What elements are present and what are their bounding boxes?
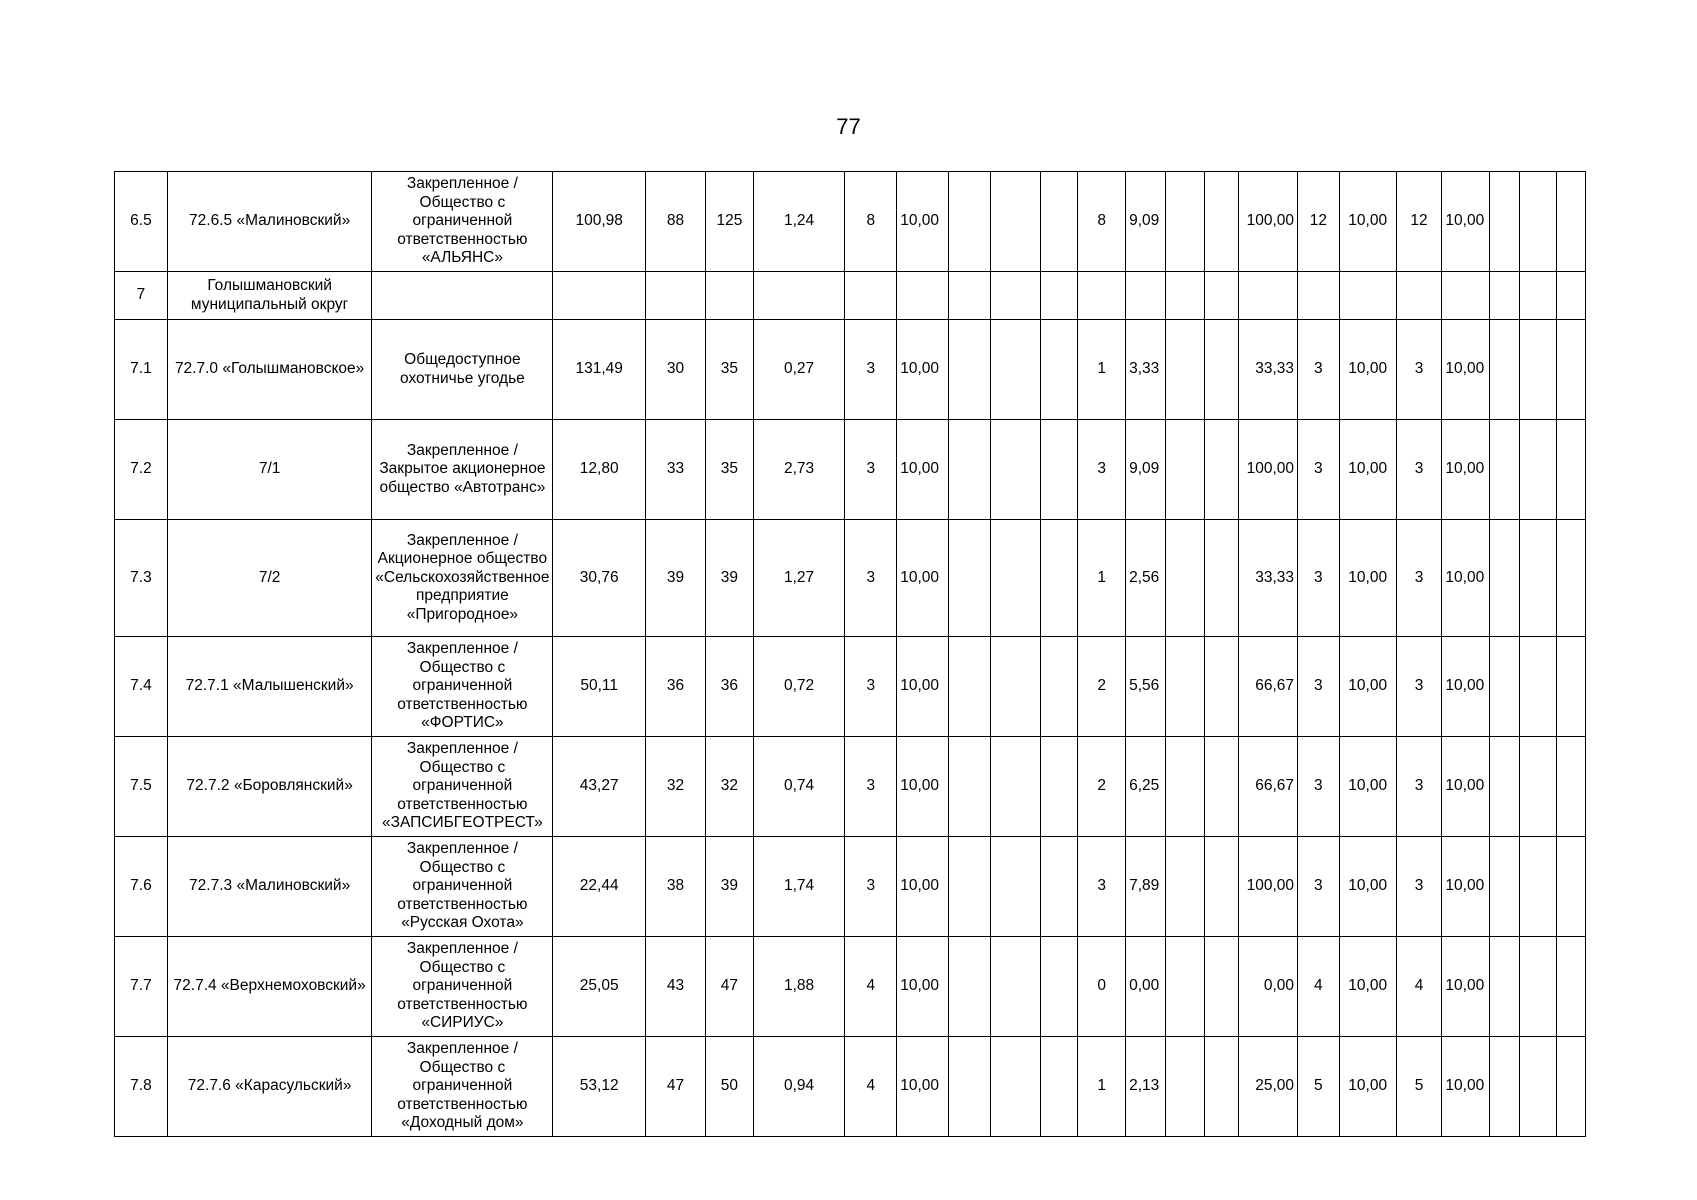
limit-percent: 10,00 (1442, 837, 1490, 937)
col-12 (1040, 420, 1078, 520)
harvest-count: 1 (1078, 320, 1126, 420)
col-22 (1490, 320, 1520, 420)
col-23 (1519, 520, 1557, 637)
limit-count: 3 (1396, 737, 1442, 837)
col-12 (1040, 737, 1078, 837)
ground-category-owner: Закрепленное / Общество с ограниченной ответственностью «СИРИУС» (372, 937, 553, 1037)
table-row (115, 320, 1586, 420)
row-number: 7.6 (115, 837, 168, 937)
ground-category-owner: Закрепленное / Закрытое акционерное общество «Автотранс» (372, 420, 553, 520)
col-22 (1490, 637, 1520, 737)
col-16 (1205, 937, 1239, 1037)
quota: 4 (845, 937, 897, 1037)
hunting-ground-name: 7/2 (167, 520, 371, 637)
harvest-share: 33,33 (1239, 520, 1298, 637)
col-22 (1490, 837, 1520, 937)
table-row (115, 837, 1586, 937)
plan-count: 3 (1298, 737, 1340, 837)
count-a: 47 (645, 1037, 705, 1137)
ground-category-owner: Общедоступное охотничье угодье (372, 320, 553, 420)
quota-percent: 10,00 (897, 420, 949, 520)
plan-percent: 10,00 (1339, 1037, 1396, 1137)
area: 22,44 (553, 837, 646, 937)
col-10 (949, 420, 991, 520)
col-22 (1490, 937, 1520, 1037)
count-a: 39 (645, 520, 705, 637)
col-11 (990, 837, 1040, 937)
plan-percent: 10,00 (1339, 172, 1396, 272)
col-24 (1557, 837, 1586, 937)
col-12 (1040, 637, 1078, 737)
limit-percent: 10,00 (1442, 172, 1490, 272)
ground-category-owner: Закрепленное / Общество с ограниченной ответственностью «Доходный дом» (372, 1037, 553, 1137)
col-11 (990, 272, 1040, 320)
harvest-percent: 9,09 (1126, 420, 1166, 520)
limit-percent: 10,00 (1442, 420, 1490, 520)
plan-count: 3 (1298, 420, 1340, 520)
limit-count: 3 (1396, 520, 1442, 637)
col-10 (949, 320, 991, 420)
harvest-count: 1 (1078, 520, 1126, 637)
ground-category-owner: Закрепленное / Общество с ограниченной ответственностью «Русская Охота» (372, 837, 553, 937)
row-number: 7.7 (115, 937, 168, 1037)
table-row (115, 937, 1586, 1037)
col-11 (990, 637, 1040, 737)
count-a: 38 (645, 837, 705, 937)
harvest-percent (1126, 272, 1166, 320)
col-24 (1557, 272, 1586, 320)
harvest-percent: 6,25 (1126, 737, 1166, 837)
harvest-share: 33,33 (1239, 320, 1298, 420)
count-b: 39 (706, 520, 754, 637)
area (553, 272, 646, 320)
count-b: 125 (706, 172, 754, 272)
plan-percent: 10,00 (1339, 737, 1396, 837)
area: 53,12 (553, 1037, 646, 1137)
ratio: 1,24 (753, 172, 845, 272)
col-10 (949, 637, 991, 737)
col-24 (1557, 937, 1586, 1037)
table-row (115, 737, 1586, 837)
row-number: 7.2 (115, 420, 168, 520)
limit-percent: 10,00 (1442, 937, 1490, 1037)
hunting-ground-name: 72.7.6 «Карасульский» (167, 1037, 371, 1137)
limit-count: 3 (1396, 837, 1442, 937)
col-23 (1519, 1037, 1557, 1137)
plan-count: 3 (1298, 520, 1340, 637)
harvest-count: 0 (1078, 937, 1126, 1037)
hunting-ground-name: 72.7.1 «Малышенский» (167, 637, 371, 737)
harvest-percent: 3,33 (1126, 320, 1166, 420)
row-number: 7 (115, 272, 168, 320)
ratio: 1,88 (753, 937, 845, 1037)
plan-count: 12 (1298, 172, 1340, 272)
col-23 (1519, 837, 1557, 937)
count-a: 32 (645, 737, 705, 837)
col-11 (990, 1037, 1040, 1137)
col-11 (990, 937, 1040, 1037)
limit-count: 4 (1396, 937, 1442, 1037)
row-number: 6.5 (115, 172, 168, 272)
table-row (115, 272, 1586, 320)
plan-count: 4 (1298, 937, 1340, 1037)
col-12 (1040, 320, 1078, 420)
col-24 (1557, 172, 1586, 272)
harvest-percent: 0,00 (1126, 937, 1166, 1037)
col-11 (990, 320, 1040, 420)
col-22 (1490, 520, 1520, 637)
count-a: 33 (645, 420, 705, 520)
harvest-percent: 7,89 (1126, 837, 1166, 937)
quota-percent (897, 272, 949, 320)
ratio: 1,27 (753, 520, 845, 637)
col-23 (1519, 172, 1557, 272)
table-row (115, 1037, 1586, 1137)
col-12 (1040, 937, 1078, 1037)
quota (845, 272, 897, 320)
limit-percent: 10,00 (1442, 1037, 1490, 1137)
ground-category-owner: Закрепленное / Общество с ограниченной ответственностью «ФОРТИС» (372, 637, 553, 737)
col-12 (1040, 1037, 1078, 1137)
area: 30,76 (553, 520, 646, 637)
limit-count: 12 (1396, 172, 1442, 272)
col-15 (1165, 737, 1205, 837)
col-16 (1205, 837, 1239, 937)
col-24 (1557, 320, 1586, 420)
col-10 (949, 520, 991, 637)
col-24 (1557, 737, 1586, 837)
col-16 (1205, 637, 1239, 737)
col-10 (949, 1037, 991, 1137)
count-b: 50 (706, 1037, 754, 1137)
harvest-share: 100,00 (1239, 837, 1298, 937)
quota: 3 (845, 520, 897, 637)
hunting-ground-name: 72.7.3 «Малиновский» (167, 837, 371, 937)
table-row (115, 520, 1586, 637)
table-row (115, 172, 1586, 272)
count-b: 32 (706, 737, 754, 837)
ground-category-owner (372, 272, 553, 320)
count-b: 47 (706, 937, 754, 1037)
col-16 (1205, 420, 1239, 520)
plan-percent: 10,00 (1339, 520, 1396, 637)
quota-percent: 10,00 (897, 320, 949, 420)
col-22 (1490, 420, 1520, 520)
harvest-count: 2 (1078, 637, 1126, 737)
col-24 (1557, 520, 1586, 637)
area: 100,98 (553, 172, 646, 272)
col-24 (1557, 420, 1586, 520)
plan-percent: 10,00 (1339, 320, 1396, 420)
count-a: 36 (645, 637, 705, 737)
col-12 (1040, 172, 1078, 272)
limit-percent: 10,00 (1442, 737, 1490, 837)
quota-percent: 10,00 (897, 737, 949, 837)
col-24 (1557, 1037, 1586, 1137)
limit-count: 3 (1396, 420, 1442, 520)
ratio: 0,27 (753, 320, 845, 420)
area: 12,80 (553, 420, 646, 520)
plan-percent (1339, 272, 1396, 320)
quota-percent: 10,00 (897, 520, 949, 637)
row-number: 7.5 (115, 737, 168, 837)
col-10 (949, 272, 991, 320)
plan-percent: 10,00 (1339, 837, 1396, 937)
ground-category-owner: Закрепленное / Общество с ограниченной ответственностью «ЗАПСИБГЕОТРЕСТ» (372, 737, 553, 837)
quota: 3 (845, 320, 897, 420)
plan-count (1298, 272, 1340, 320)
hunting-ground-name: 72.7.0 «Голышмановское» (167, 320, 371, 420)
col-16 (1205, 1037, 1239, 1137)
quota-percent: 10,00 (897, 837, 949, 937)
harvest-count (1078, 272, 1126, 320)
row-number: 7.4 (115, 637, 168, 737)
limit-percent: 10,00 (1442, 320, 1490, 420)
col-16 (1205, 172, 1239, 272)
col-16 (1205, 272, 1239, 320)
harvest-percent: 5,56 (1126, 637, 1166, 737)
col-23 (1519, 737, 1557, 837)
harvest-count: 3 (1078, 420, 1126, 520)
limit-percent: 10,00 (1442, 637, 1490, 737)
col-11 (990, 420, 1040, 520)
plan-count: 3 (1298, 837, 1340, 937)
limit-count: 5 (1396, 1037, 1442, 1137)
plan-count: 3 (1298, 320, 1340, 420)
hunting-ground-name: Голышмановский муниципальный округ (167, 272, 371, 320)
ratio: 2,73 (753, 420, 845, 520)
harvest-percent: 2,56 (1126, 520, 1166, 637)
plan-percent: 10,00 (1339, 637, 1396, 737)
col-12 (1040, 837, 1078, 937)
area: 50,11 (553, 637, 646, 737)
col-15 (1165, 837, 1205, 937)
table-row (115, 637, 1586, 737)
count-a: 43 (645, 937, 705, 1037)
plan-percent: 10,00 (1339, 420, 1396, 520)
row-number: 7.3 (115, 520, 168, 637)
area: 43,27 (553, 737, 646, 837)
ground-category-owner: Закрепленное / Общество с ограниченной ответственностью «АЛЬЯНС» (372, 172, 553, 272)
col-12 (1040, 520, 1078, 637)
col-11 (990, 520, 1040, 637)
col-10 (949, 172, 991, 272)
area: 25,05 (553, 937, 646, 1037)
limit-percent: 10,00 (1442, 520, 1490, 637)
col-15 (1165, 272, 1205, 320)
limit-count (1396, 272, 1442, 320)
col-22 (1490, 272, 1520, 320)
plan-count: 3 (1298, 637, 1340, 737)
count-a (645, 272, 705, 320)
count-b (706, 272, 754, 320)
ground-category-owner: Закрепленное / Акционерное общество «Сельскохозяйственное предприятие «Пригородное» (372, 520, 553, 637)
col-11 (990, 172, 1040, 272)
page-number: 77 (836, 114, 861, 139)
harvest-share: 66,67 (1239, 737, 1298, 837)
col-10 (949, 737, 991, 837)
count-b: 36 (706, 637, 754, 737)
hunting-ground-name: 7/1 (167, 420, 371, 520)
quota: 3 (845, 420, 897, 520)
col-15 (1165, 172, 1205, 272)
hunting-ground-name: 72.7.4 «Верхнемоховский» (167, 937, 371, 1037)
ratio (753, 272, 845, 320)
count-a: 30 (645, 320, 705, 420)
harvest-count: 2 (1078, 737, 1126, 837)
col-23 (1519, 420, 1557, 520)
count-b: 35 (706, 420, 754, 520)
ratio: 0,94 (753, 1037, 845, 1137)
col-24 (1557, 637, 1586, 737)
ratio: 0,72 (753, 637, 845, 737)
quota-percent: 10,00 (897, 637, 949, 737)
col-23 (1519, 320, 1557, 420)
col-15 (1165, 637, 1205, 737)
quota: 3 (845, 737, 897, 837)
col-15 (1165, 420, 1205, 520)
col-15 (1165, 520, 1205, 637)
quota-percent: 10,00 (897, 1037, 949, 1137)
quota: 3 (845, 837, 897, 937)
col-16 (1205, 320, 1239, 420)
plan-count: 5 (1298, 1037, 1340, 1137)
harvest-share: 100,00 (1239, 172, 1298, 272)
quota-percent: 10,00 (897, 172, 949, 272)
col-16 (1205, 737, 1239, 837)
col-15 (1165, 937, 1205, 1037)
count-b: 35 (706, 320, 754, 420)
hunting-ground-name: 72.6.5 «Малиновский» (167, 172, 371, 272)
harvest-share: 66,67 (1239, 637, 1298, 737)
harvest-percent: 2,13 (1126, 1037, 1166, 1137)
harvest-share: 0,00 (1239, 937, 1298, 1037)
limit-count: 3 (1396, 320, 1442, 420)
area: 131,49 (553, 320, 646, 420)
ratio: 0,74 (753, 737, 845, 837)
col-16 (1205, 520, 1239, 637)
col-23 (1519, 272, 1557, 320)
limit-percent (1442, 272, 1490, 320)
row-number: 7.1 (115, 320, 168, 420)
harvest-count: 3 (1078, 837, 1126, 937)
col-10 (949, 837, 991, 937)
ratio: 1,74 (753, 837, 845, 937)
quota-percent: 10,00 (897, 937, 949, 1037)
row-number: 7.8 (115, 1037, 168, 1137)
quota: 4 (845, 1037, 897, 1137)
col-15 (1165, 1037, 1205, 1137)
col-22 (1490, 1037, 1520, 1137)
col-11 (990, 737, 1040, 837)
col-22 (1490, 737, 1520, 837)
count-b: 39 (706, 837, 754, 937)
col-15 (1165, 320, 1205, 420)
quota: 8 (845, 172, 897, 272)
table-row (115, 420, 1586, 520)
harvest-count: 1 (1078, 1037, 1126, 1137)
harvest-share: 100,00 (1239, 420, 1298, 520)
col-10 (949, 937, 991, 1037)
col-22 (1490, 172, 1520, 272)
hunting-grounds-table (114, 171, 1586, 1137)
count-a: 88 (645, 172, 705, 272)
hunting-ground-name: 72.7.2 «Боровлянский» (167, 737, 371, 837)
harvest-share (1239, 272, 1298, 320)
harvest-share: 25,00 (1239, 1037, 1298, 1137)
quota: 3 (845, 637, 897, 737)
plan-percent: 10,00 (1339, 937, 1396, 1037)
harvest-percent: 9,09 (1126, 172, 1166, 272)
harvest-count: 8 (1078, 172, 1126, 272)
col-23 (1519, 637, 1557, 737)
limit-count: 3 (1396, 637, 1442, 737)
col-23 (1519, 937, 1557, 1037)
col-12 (1040, 272, 1078, 320)
